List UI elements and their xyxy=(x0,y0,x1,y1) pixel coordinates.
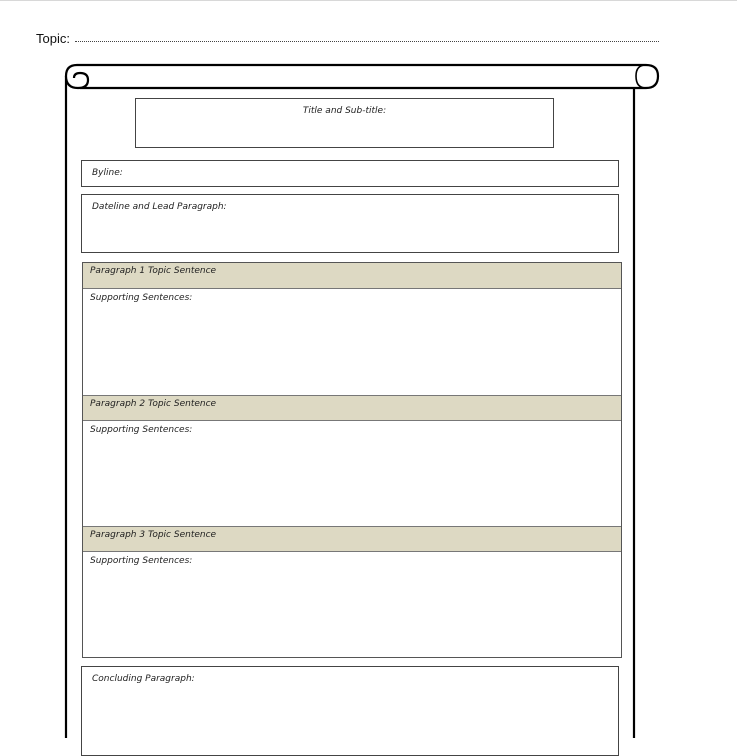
paragraph-2-topic-label: Paragraph 2 Topic Sentence xyxy=(90,399,217,409)
paragraph-table xyxy=(82,262,622,658)
paragraph-2-support-row[interactable] xyxy=(83,421,621,526)
topic-label: Topic: xyxy=(36,31,70,46)
dateline-box[interactable] xyxy=(81,194,619,253)
paragraph-2-topic-row[interactable] xyxy=(83,395,621,421)
page-top-border xyxy=(0,0,737,1)
paragraph-2-support-label: Supporting Sentences: xyxy=(90,425,193,435)
topic-fill-line[interactable] xyxy=(75,41,659,42)
byline-label: Byline: xyxy=(92,168,123,178)
paragraph-1-topic-row[interactable] xyxy=(83,263,621,289)
byline-box[interactable] xyxy=(81,160,619,187)
title-box-label: Title and Sub-title: xyxy=(302,106,387,116)
paragraph-3-support-label: Supporting Sentences: xyxy=(90,556,193,566)
paragraph-1-support-label: Supporting Sentences: xyxy=(90,293,193,303)
paragraph-1-topic-label: Paragraph 1 Topic Sentence xyxy=(90,266,217,276)
paragraph-3-topic-label: Paragraph 3 Topic Sentence xyxy=(90,530,217,540)
concluding-label: Concluding Paragraph: xyxy=(92,674,195,684)
paragraph-3-support-row[interactable] xyxy=(83,552,621,657)
dateline-label: Dateline and Lead Paragraph: xyxy=(92,202,227,212)
title-box[interactable] xyxy=(135,98,554,148)
paragraph-1-support-row[interactable] xyxy=(83,289,621,395)
paragraph-3-topic-row[interactable] xyxy=(83,526,621,552)
concluding-box[interactable] xyxy=(81,666,619,756)
